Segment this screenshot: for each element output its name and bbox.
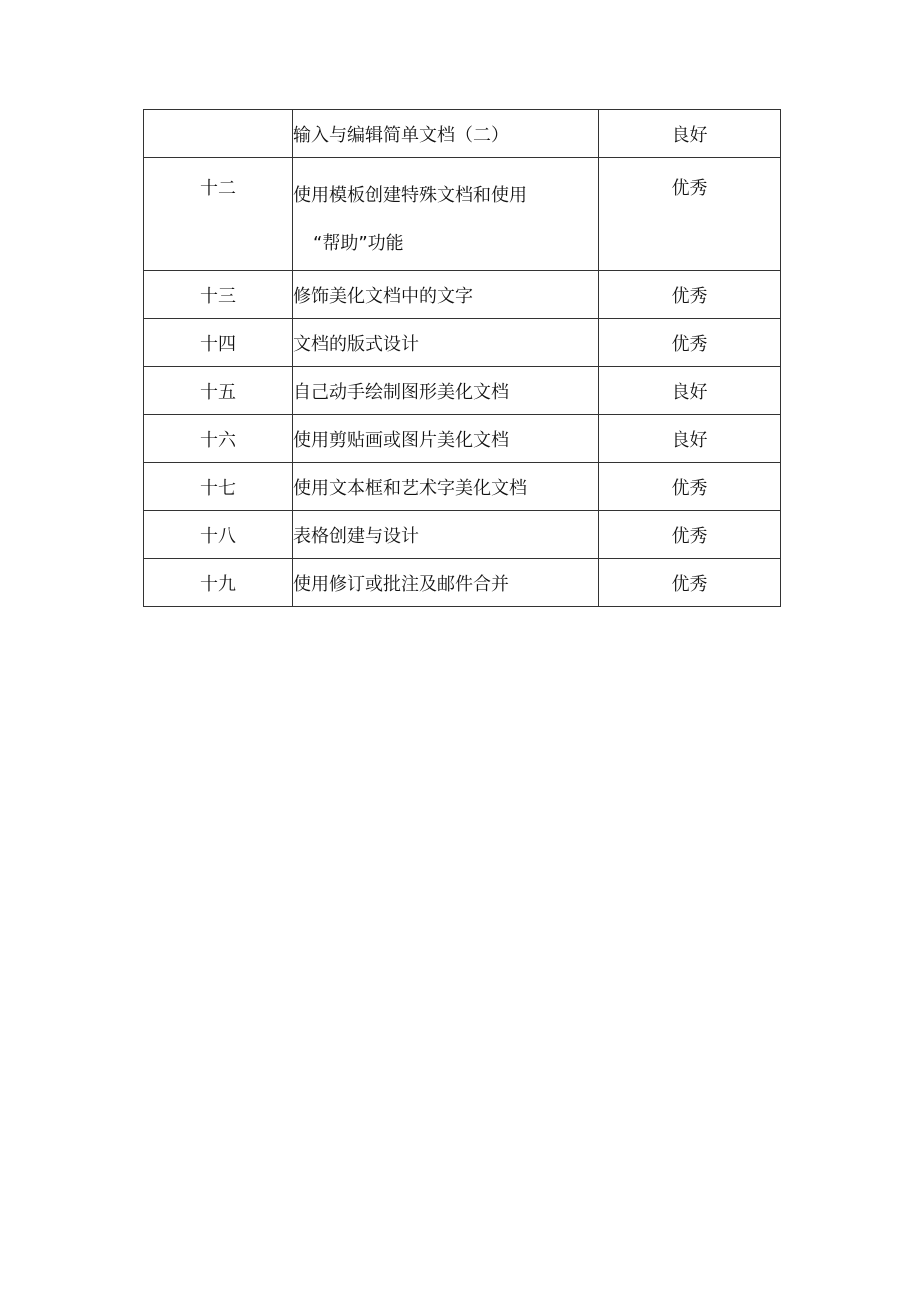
lesson-title-cell: 自己动手绘制图形美化文档 xyxy=(293,367,599,415)
lesson-number-cell: 十五 xyxy=(144,367,293,415)
table-row xyxy=(144,367,781,415)
lesson-number-cell: 十九 xyxy=(144,559,293,607)
table-row xyxy=(144,559,781,607)
lesson-title-cell: 表格创建与设计 xyxy=(293,511,599,559)
grade-cell: 良好 xyxy=(599,367,781,415)
table-row xyxy=(144,271,781,319)
table-row xyxy=(144,110,781,158)
lesson-number-cell xyxy=(144,110,293,158)
lesson-title-cell: 使用剪贴画或图片美化文档 xyxy=(293,415,599,463)
table-row xyxy=(144,158,781,271)
lesson-number-cell: 十六 xyxy=(144,415,293,463)
table-row xyxy=(144,415,781,463)
lesson-title-cell xyxy=(293,158,599,271)
table-row xyxy=(144,319,781,367)
grade-cell: 优秀 xyxy=(599,559,781,607)
lesson-title-cell: 修饰美化文档中的文字 xyxy=(293,271,599,319)
grade-cell: 优秀 xyxy=(599,463,781,511)
grade-cell: 优秀 xyxy=(599,158,781,271)
lesson-number-cell: 十三 xyxy=(144,271,293,319)
grade-cell: 优秀 xyxy=(599,271,781,319)
lesson-number-cell: 十七 xyxy=(144,463,293,511)
lesson-title-cell: 使用文本框和艺术字美化文档 xyxy=(293,463,599,511)
lesson-number-cell: 十二 xyxy=(144,158,293,271)
lesson-number-cell: 十八 xyxy=(144,511,293,559)
table-row xyxy=(144,463,781,511)
grade-cell: 优秀 xyxy=(599,319,781,367)
grade-cell: 良好 xyxy=(599,415,781,463)
lesson-title-line: “帮助”功能 xyxy=(313,233,404,254)
lesson-number-cell: 十四 xyxy=(144,319,293,367)
table-row xyxy=(144,511,781,559)
grade-cell: 优秀 xyxy=(599,511,781,559)
lesson-title-cell: 文档的版式设计 xyxy=(293,319,599,367)
lesson-title-line: 使用模板创建特殊文档和使用 xyxy=(293,185,527,206)
lesson-title-cell: 使用修订或批注及邮件合并 xyxy=(293,559,599,607)
grades-table xyxy=(143,109,781,607)
lesson-title-cell: 输入与编辑简单文档（二） xyxy=(293,110,599,158)
grade-cell: 良好 xyxy=(599,110,781,158)
